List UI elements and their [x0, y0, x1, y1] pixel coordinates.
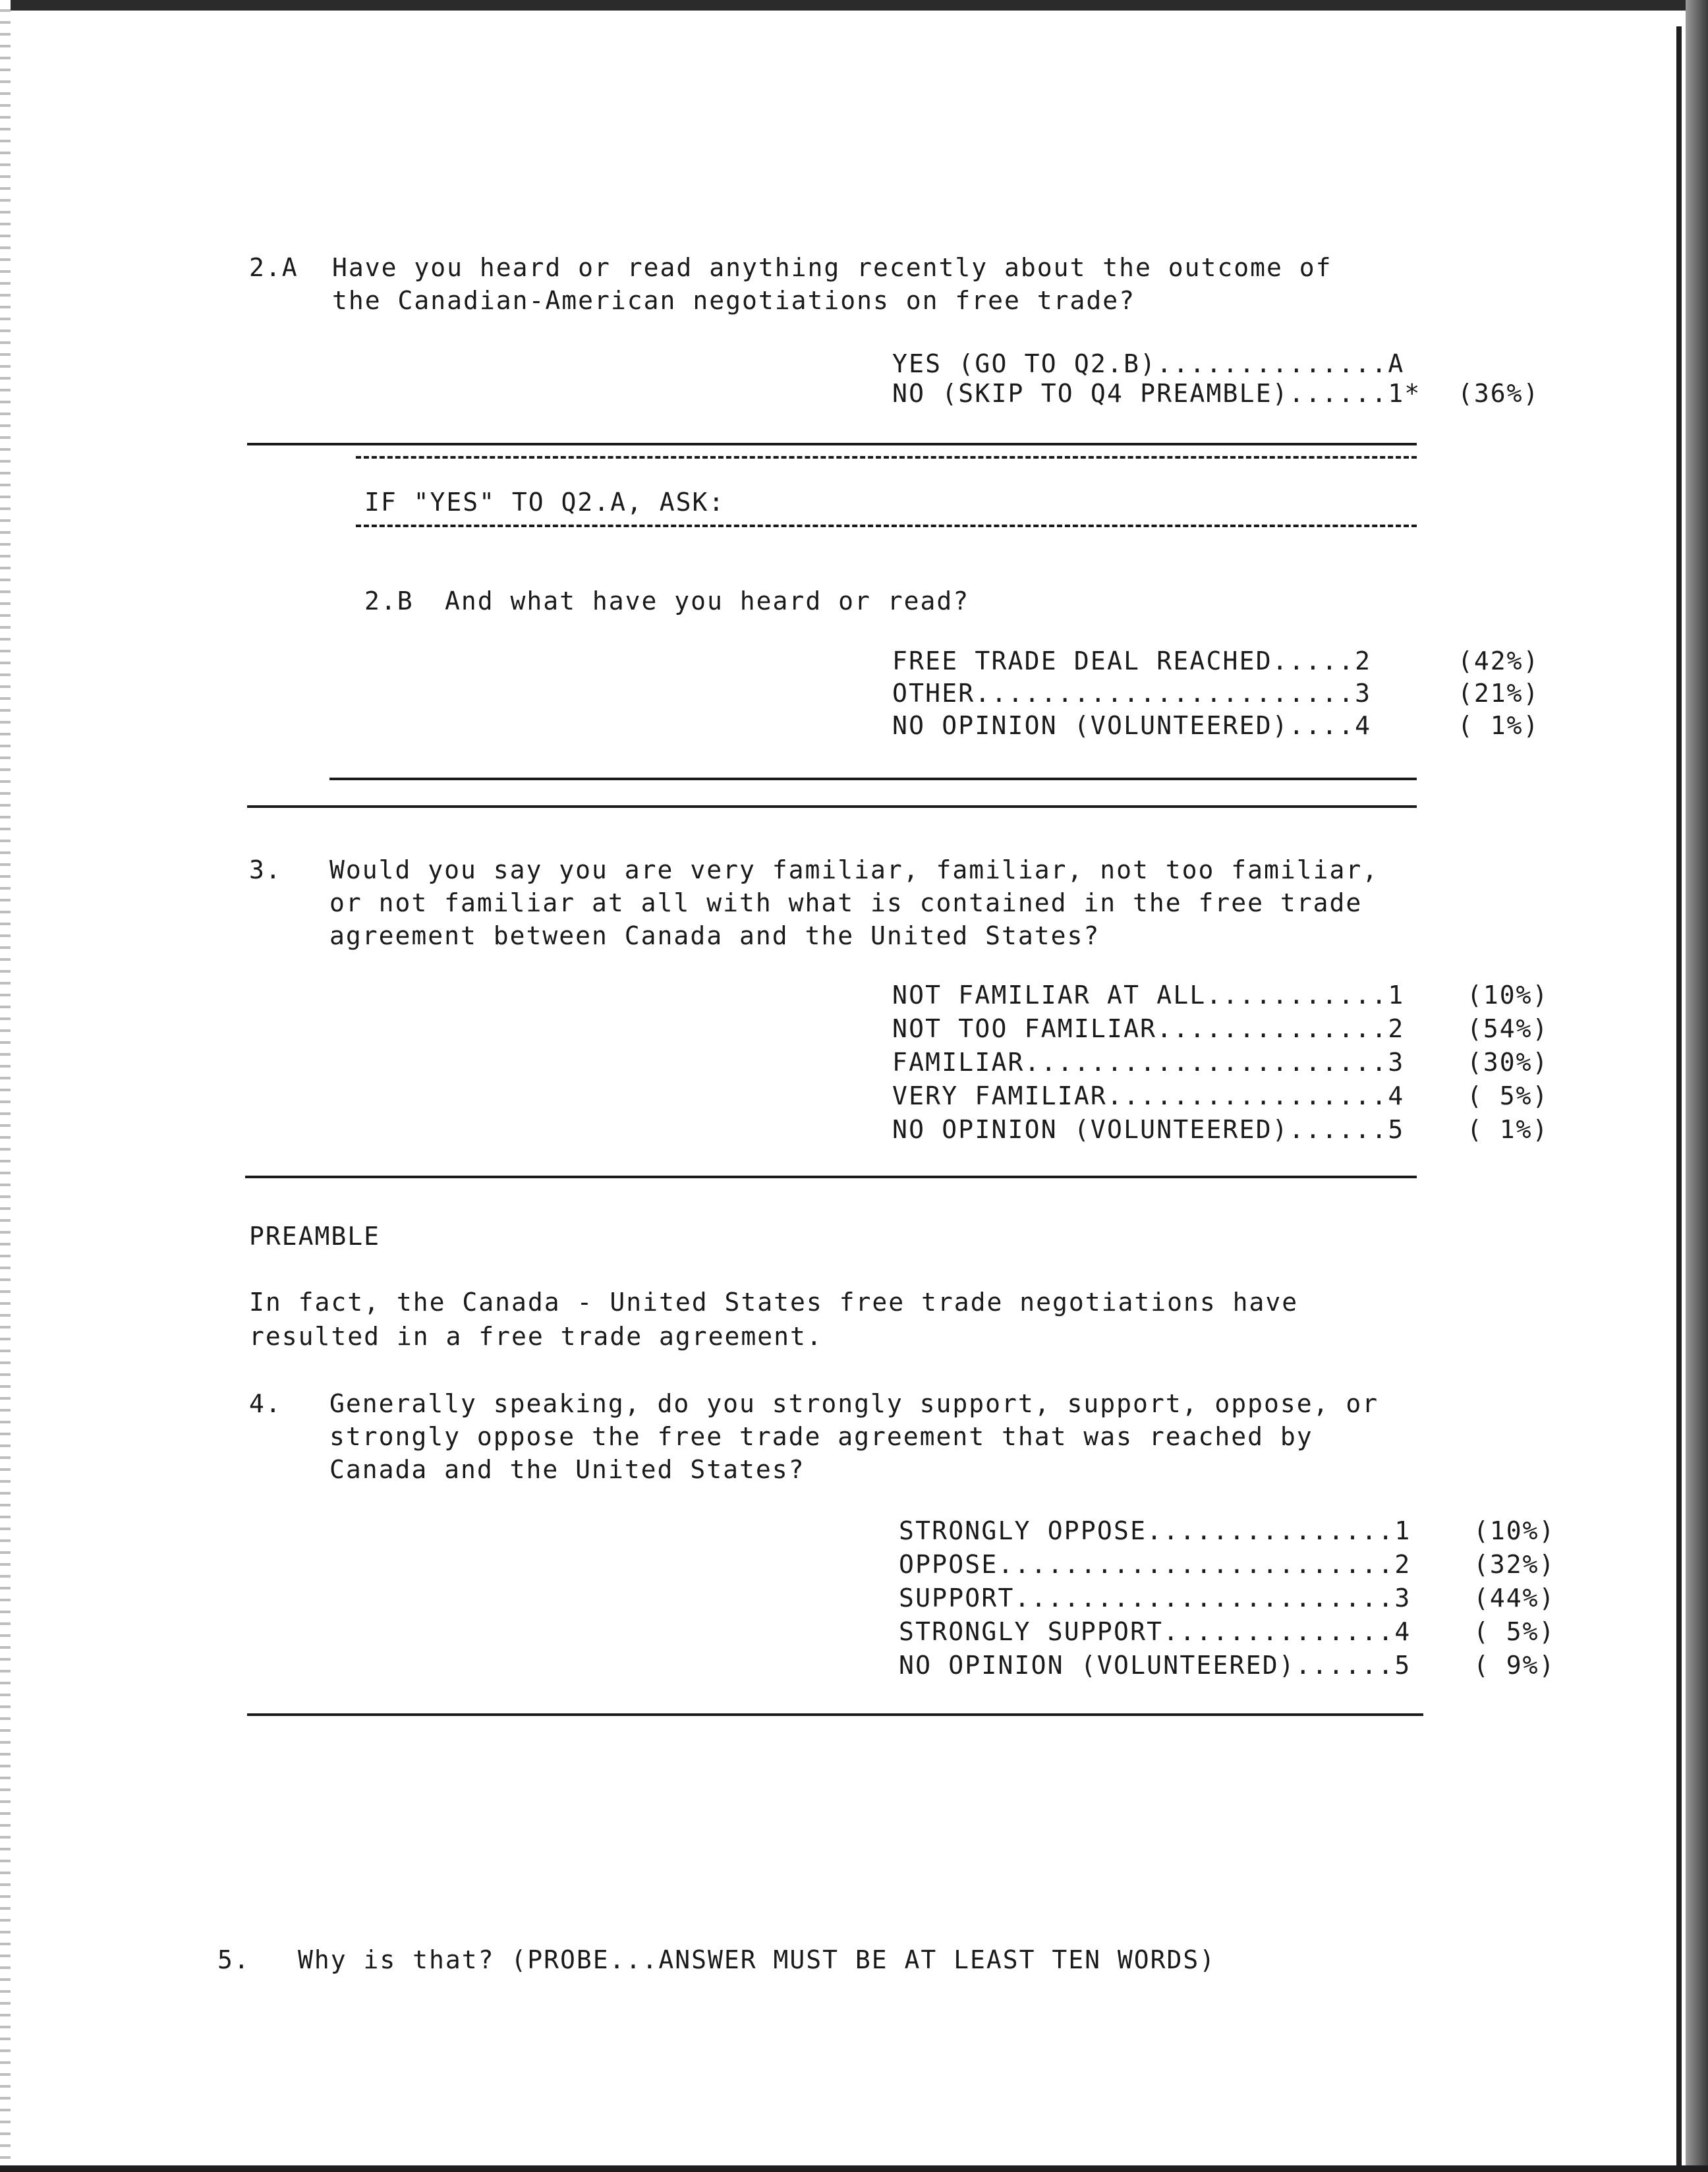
preamble-text-line2: resulted in a free trade agreement. — [249, 1322, 823, 1351]
section-divider — [329, 778, 1417, 780]
q2b-option-deal-reached-percent: (42%) — [1458, 646, 1540, 675]
q5-question: Why is that? (PROBE...ANSWER MUST BE AT LEAST TEN WORDS) — [298, 1945, 1216, 1974]
preamble-heading: PREAMBLE — [249, 1222, 381, 1251]
q2a-number: 2.A — [249, 253, 299, 282]
q4-option-no-opinion: NO OPINION (VOLUNTEERED)......5 — [899, 1651, 1411, 1680]
q2b-option-other: OTHER.......................3 — [892, 679, 1372, 708]
q2a-option-no-percent: (36%) — [1458, 379, 1540, 408]
q4-question-line1: Generally speaking, do you strongly support, support, oppose, or — [329, 1389, 1379, 1418]
q5-number: 5. — [217, 1945, 250, 1974]
preamble-text-line1: In fact, the Canada - United States free trade negotiations have — [249, 1288, 1299, 1317]
section-divider — [247, 805, 1417, 808]
q2a-option-yes: YES (GO TO Q2.B)..............A — [892, 349, 1405, 378]
q4-option-strongly-support-percent: ( 5%) — [1473, 1617, 1556, 1646]
q4-option-support: SUPPORT.......................3 — [899, 1584, 1411, 1613]
q4-question-line2: strongly oppose the free trade agreement that was reached by — [329, 1422, 1313, 1451]
scan-left-edge — [0, 0, 11, 2172]
q3-question-line1: Would you say you are very familiar, familiar, not too familiar, — [329, 855, 1379, 884]
q4-question-line3: Canada and the United States? — [329, 1455, 805, 1484]
q3-option-familiar-percent: (30%) — [1467, 1048, 1549, 1077]
section-divider — [245, 1176, 1417, 1178]
q2a-question-line2: the Canadian-American negotiations on free trade? — [332, 286, 1136, 315]
q3-option-familiar: FAMILIAR......................3 — [892, 1048, 1405, 1077]
q4-option-oppose: OPPOSE........................2 — [899, 1550, 1411, 1579]
q4-option-oppose-percent: (32%) — [1473, 1550, 1556, 1579]
q2b-option-other-percent: (21%) — [1458, 679, 1540, 708]
scan-right-edge-line — [1676, 26, 1682, 2172]
dashed-divider — [356, 456, 1417, 459]
q2b-option-no-opinion-percent: ( 1%) — [1458, 711, 1540, 740]
q3-option-very-familiar-percent: ( 5%) — [1467, 1081, 1549, 1110]
q3-option-not-familiar-at-all-percent: (10%) — [1467, 981, 1549, 1010]
q2b-question: And what have you heard or read? — [445, 586, 970, 615]
q2b-number: 2.B — [364, 586, 414, 615]
q3-option-very-familiar: VERY FAMILIAR.................4 — [892, 1081, 1405, 1110]
q4-option-no-opinion-percent: ( 9%) — [1473, 1651, 1556, 1680]
q3-question-line2: or not familiar at all with what is contained in the free trade — [329, 888, 1363, 917]
q3-number: 3. — [249, 855, 282, 884]
q3-option-not-too-familiar: NOT TOO FAMILIAR..............2 — [892, 1014, 1405, 1043]
section-divider — [247, 1713, 1423, 1716]
q4-option-support-percent: (44%) — [1473, 1584, 1556, 1613]
q3-option-no-opinion-percent: ( 1%) — [1467, 1115, 1549, 1144]
scan-right-edge — [1686, 0, 1708, 2172]
q4-option-strongly-oppose: STRONGLY OPPOSE...............1 — [899, 1516, 1411, 1545]
q4-option-strongly-support: STRONGLY SUPPORT..............4 — [899, 1617, 1411, 1646]
scan-bottom-edge — [0, 2165, 1708, 2172]
scan-top-edge — [0, 0, 1708, 11]
q2b-option-deal-reached: FREE TRADE DEAL REACHED.....2 — [892, 646, 1372, 675]
q2a-question-line1: Have you heard or read anything recently about the outcome of — [332, 253, 1332, 282]
q4-option-strongly-oppose-percent: (10%) — [1473, 1516, 1556, 1545]
dashed-divider — [356, 525, 1417, 527]
q3-option-no-opinion: NO OPINION (VOLUNTEERED)......5 — [892, 1115, 1405, 1144]
q2a-option-no: NO (SKIP TO Q4 PREAMBLE)......1* — [892, 379, 1421, 408]
q4-number: 4. — [249, 1389, 282, 1418]
q3-option-not-familiar-at-all: NOT FAMILIAR AT ALL...........1 — [892, 981, 1405, 1010]
q3-question-line3: agreement between Canada and the United States? — [329, 921, 1100, 950]
q2b-option-no-opinion: NO OPINION (VOLUNTEERED)....4 — [892, 711, 1372, 740]
section-divider — [247, 443, 1417, 445]
q3-option-not-too-familiar-percent: (54%) — [1467, 1014, 1549, 1043]
skip-instruction: IF "YES" TO Q2.A, ASK: — [364, 488, 726, 517]
